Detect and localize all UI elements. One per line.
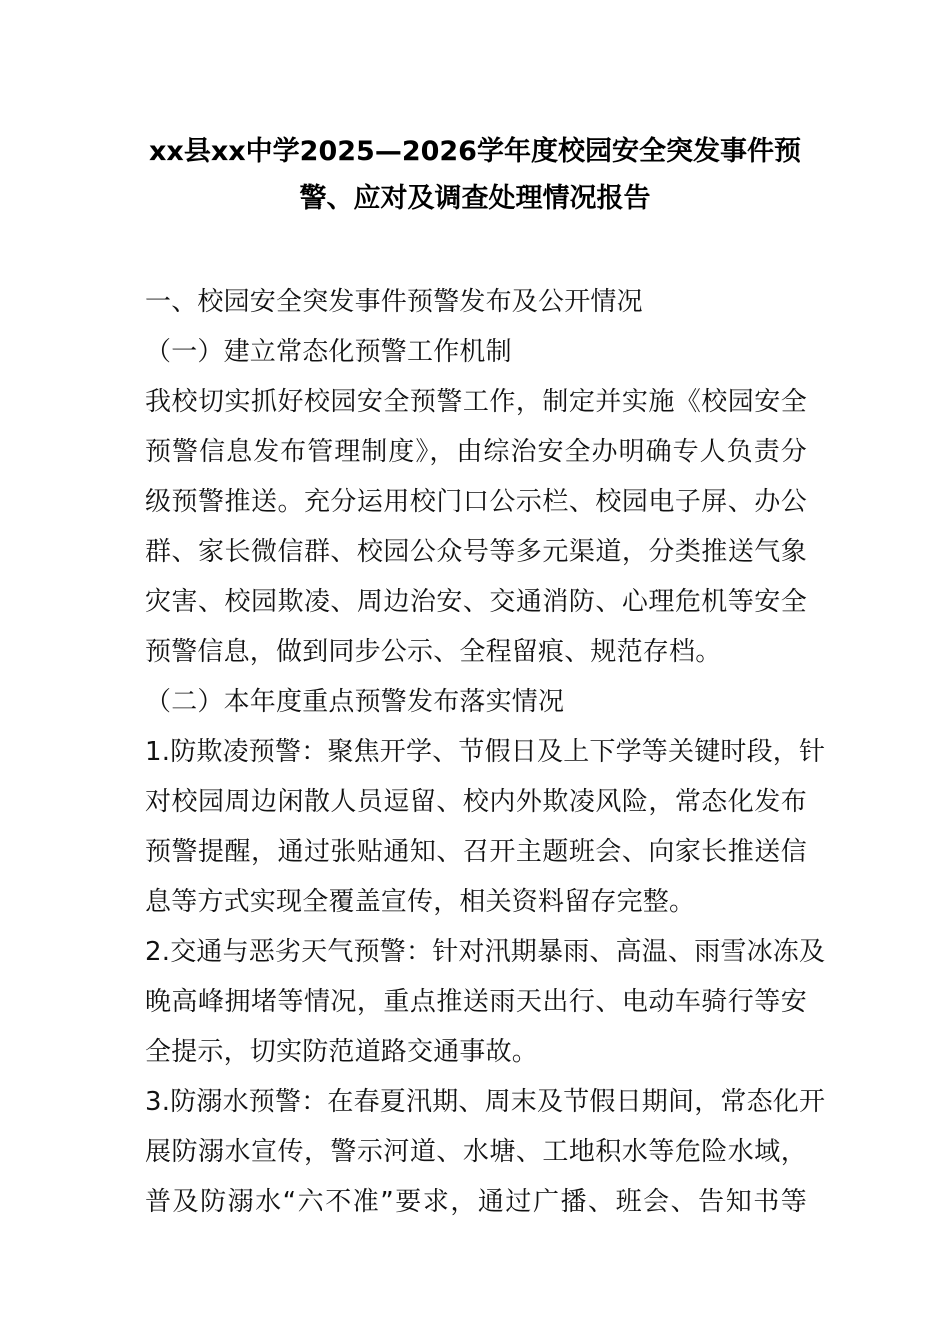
title-line-1: xx县xx中学2025—2026学年度校园安全突发事件预 [149, 136, 801, 167]
subsection-heading-2: （二）本年度重点预警发布落实情况 [145, 687, 565, 717]
list-item-line: 展防溺水宣传，警示河道、水塘、工地积水等危险水域， [145, 1137, 807, 1167]
paragraph-line: 预警信息，做到同步公示、全程留痕、规范存档。 [145, 637, 722, 667]
list-item-line: 晚高峰拥堵等情况，重点推送雨天出行、电动车骑行等安 [145, 987, 807, 1017]
list-item-line: 全提示，切实防范道路交通事故。 [145, 1037, 539, 1067]
section-heading-1: 一、校园安全突发事件预警发布及公开情况 [145, 287, 643, 317]
document-title [120, 128, 830, 222]
list-item-line: 息等方式实现全覆盖宣传，相关资料留存完整。 [145, 887, 696, 917]
list-item-line: 普及防溺水“六不准”要求，通过广播、班会、告知书等 [145, 1187, 807, 1217]
subsection-heading-1: （一）建立常态化预警工作机制 [145, 337, 512, 367]
paragraph-line: 群、家长微信群、校园公众号等多元渠道，分类推送气象 [145, 537, 807, 567]
paragraph-line: 级预警推送。充分运用校门口公示栏、校园电子屏、办公 [145, 487, 807, 517]
paragraph-line: 灾害、校园欺凌、周边治安、交通消防、心理危机等安全 [145, 587, 807, 617]
list-item-line: 对校园周边闲散人员逗留、校内外欺凌风险，常态化发布 [145, 787, 807, 817]
list-item-line: 预警提醒，通过张贴通知、召开主题班会、向家长推送信 [145, 837, 807, 867]
list-item-line: 2.交通与恶劣天气预警：针对汛期暴雨、高温、雨雪冰冻及 [145, 937, 826, 967]
list-item-line: 1.防欺凌预警：聚焦开学、节假日及上下学等关键时段，针 [145, 737, 826, 767]
paragraph-line: 预警信息发布管理制度》，由综治安全办明确专人负责分 [145, 437, 807, 467]
list-item-line: 3.防溺水预警：在春夏汛期、周末及节假日期间，常态化开 [145, 1087, 826, 1117]
paragraph-line: 我校切实抓好校园安全预警工作，制定并实施《校园安全 [145, 387, 807, 417]
document-body [145, 277, 826, 1227]
title-line-2: 警、应对及调查处理情况报告 [299, 183, 651, 214]
